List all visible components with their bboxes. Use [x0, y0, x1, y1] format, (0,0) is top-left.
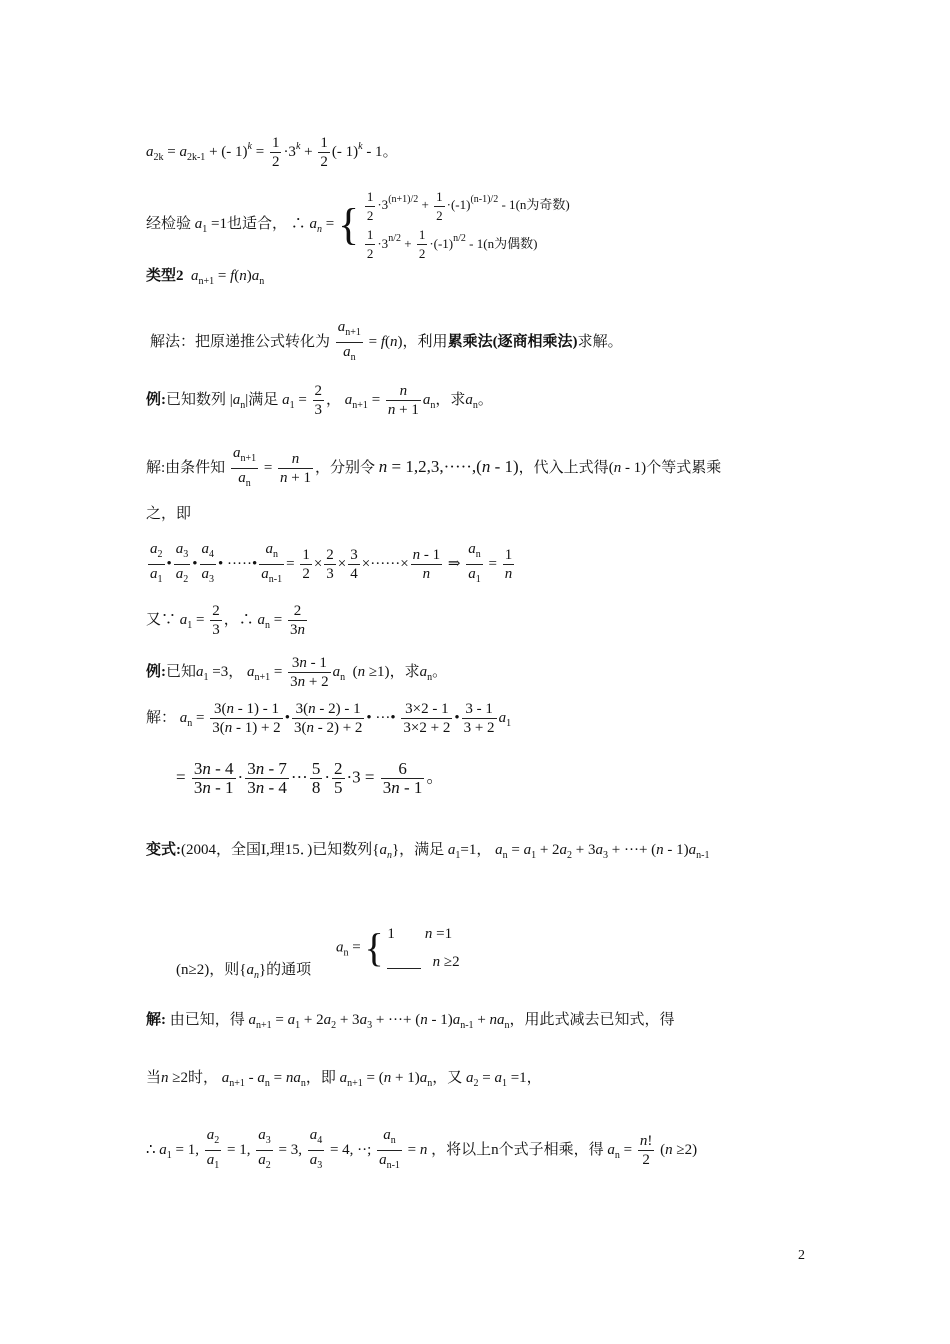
formula-a2k: $a_{2k} = a_{2k-1}$ + (- 1)$^k$ = $\frac{1}{2}$ $\cdot 3^k$ + $\frac{1}{2}$ (- 1)$^k$ - 1。 — [146, 135, 398, 170]
solution3b-text1: 当 — [146, 1070, 162, 1086]
example2-text1: 已知 — [166, 663, 197, 680]
solution3-b: 当n ≥2时， $a_{n+1} - a_n = na_n$，即 $a_{n+1} = (n + 1)a_n$，又 $a_2 = a_1 =1$， — [146, 1070, 542, 1089]
example1-text3: ， — [326, 391, 342, 408]
solution2-label: 解： — [146, 709, 177, 726]
again-mid: ，∴ — [223, 611, 254, 628]
therefore-symbol: ∴ — [290, 215, 306, 232]
variant2-text: (n≥2)，则{ — [176, 962, 247, 978]
type2-label: 类型2 — [146, 268, 184, 284]
answer-blank[interactable] — [387, 956, 421, 969]
solution3: 解: 由已知，得 $a_{n+1} = a_1 + 2a_2 + 3a_3$ + ···+ $(n - 1)a_{n-1} + na_n$，用此式减去已知式，得 — [146, 1012, 675, 1031]
method-suffix: 求解。 — [577, 333, 623, 350]
variant: 变式:(2004，全国I,理15．)已知数列$\{a_n\}$，满足 $a_1=1$， $a_n = a_1 + 2a_2 + 3a_3$ + ···+ $(n - 1)a_{n-1}$ — [146, 842, 710, 861]
solution1: 解:由条件知 $\frac{a_{n+1}}{a_n}$ = $\frac{n}{n + 1}$ ，分别令 n = 1,2,3,·····,(n - 1)，代入上式得(n - 1)个等式累乘 — [146, 445, 722, 489]
check-prefix: 经检验 — [146, 215, 192, 232]
solution3-text1: 由已知，得 — [169, 1012, 245, 1028]
method-bold: 累乘法(逐商相乘法) — [447, 333, 578, 350]
solution1-text3: ，代入上式得 — [518, 459, 609, 476]
variant2-text2: }的通项 — [258, 962, 312, 978]
solution1-text2: ，分别令 — [315, 459, 376, 476]
page-number: 2 — [798, 1248, 805, 1263]
example2: 例:已知$a_1 =3$， $a_{n+1}$ = $\frac{3n - 1}{3n + 2}$ $a_n$ (n ≥1)，求$a_n$。 — [146, 655, 448, 690]
solution3-label: 解: — [146, 1012, 166, 1028]
example2-text2: ， — [228, 663, 244, 680]
example2-label: 例: — [146, 663, 166, 680]
again-line: 又∵ $a_1$ = $\frac{2}{3}$ ，∴ $a_n$ = $\frac{2}{3n}$ — [146, 603, 305, 638]
method-line: 解法：把原递推公式转化为 $\frac{a_{n+1}}{a_n}$ = f(n)，利用累乘法(逐商相乘法)求解。 — [150, 319, 623, 363]
example1-text1: 已知数列 — [166, 391, 227, 408]
solution3-c: ∴ $a_1 = 1$, $\frac{a_2}{a_1}$ = 1, $\frac{a_3}{a_2}$ = 3, $\frac{a_4}{a_3}$ = 4, ··; $\frac{a_n}{a_{n-1}}$ = n ，将以上n个式子相乘，得 $a_n$ = $\frac{n!}{2}$ (n ≥2) — [146, 1127, 698, 1171]
solution3-text2: ，用此式减去已知式，得 — [509, 1012, 675, 1028]
solution3b-text2: 时， — [188, 1070, 219, 1086]
example2-text3: ，求 — [389, 663, 420, 680]
solution1-cont: 之，即 — [146, 506, 192, 522]
case-even: $\frac{1}{2}$ $\cdot 3^{n/2}$ + $\frac{1}{2}$ $\cdot(-1)^{n/2} - 1(n$为偶数) — [366, 227, 538, 262]
line1-tail: 。 — [382, 143, 398, 160]
example1: 例:已知数列 $|a_n|$满足 $a_1$ = $\frac{2}{3}$ ， $a_{n+1}$ = $\frac{n}{n + 1}$ $a_n$，求$a_n$。 — [146, 383, 493, 418]
method-prefix: 解法：把原递推公式转化为 — [150, 333, 331, 350]
variant-line2: (n≥2)，则$\{a_n\}$的通项 — [176, 962, 312, 981]
solution3b-text4: ，又 — [432, 1070, 463, 1086]
example1-label: 例: — [146, 391, 166, 408]
solution3b-text3: ，即 — [305, 1070, 336, 1086]
variant-label: 变式: — [146, 842, 181, 858]
variant-text3: =1， — [460, 842, 492, 858]
product-line: $\frac{a_2}{a_1}$ • $\frac{a_3}{a_2}$ • $\frac{a_4}{a_3}$ • ·····• $\frac{a_n}{a_{n-1}}$ = $\frac{1}{2}$ × $\frac{2}{3}$ × $\frac{3}{4}$ ×······× $\frac{n - 1}{n}$ ⇒ $\frac{a_n}{a_1}$ = $\frac{1}{n}$ — [150, 541, 513, 585]
example1-text5: 。 — [477, 391, 493, 408]
example2-text4: 。 — [432, 663, 448, 680]
solution2: 解： $a_n$ = $\frac{3(n - 1) - 1}{3(n - 1) + 2}$ • $\frac{3(n - 2) - 1}{3(n - 2) + 2}$ • ···• $\frac{3\times 2 - 1}{3\times 2 + 2}$ • $\frac{3 - 1}{3 + 2}$ $a_1$ — [146, 701, 512, 736]
example1-text4: ，求 — [435, 391, 466, 408]
method-mid: ，利用 — [402, 333, 448, 350]
solution1-label: 解: — [146, 459, 166, 476]
check-line: 经检验 $a_1 =1$也适合， ∴ $a_n$ = { $\frac{1}{2}$ $\cdot 3^{(n+1)/2}$ + $\frac{1}{2}$ $\cdot(-1)^{(n-1)/2} - 1(n$为奇数) $\frac{1}{2}$ $\cdot 3^{n/2}$ + $\frac{1}{2}$ $\cdot(-1)^{n/2} - 1(n$为偶数) — [146, 186, 570, 263]
solution2-result: = $\frac{3n - 4}{3n - 1}$ · $\frac{3n - 7}{3n - 4}$ ··· $\frac{5}{8}$ · $\frac{2}{5}$ ·3 = $\frac{6}{3n - 1}$ 。 — [176, 759, 444, 797]
solution3c-text1: ，将以上n个式子相乘，得 — [431, 1141, 604, 1158]
again-prefix: 又∵ — [146, 611, 177, 628]
solution1-text1: 由条件知 — [165, 459, 226, 476]
variant-text2: }，满足 — [391, 842, 445, 858]
solution1-text4: 个等式累乘 — [646, 459, 722, 476]
variant-text: (2004，全国I,理15．)已知数列{ — [181, 842, 380, 858]
example1-text2: 满足 — [248, 391, 279, 408]
check-mid: =1也适合， — [211, 215, 287, 232]
variant-cases: $a_n$ = { 1 n =1 n ≥2 — [336, 925, 460, 970]
case-odd: $\frac{1}{2}$ $\cdot 3^{(n+1)/2}$ + $\frac{1}{2}$ $\cdot(-1)^{(n-1)/2} - 1(n$为奇数) — [366, 188, 570, 223]
type2-heading: 类型2 $a_{n+1} = f(n)a_n$ — [146, 268, 265, 287]
